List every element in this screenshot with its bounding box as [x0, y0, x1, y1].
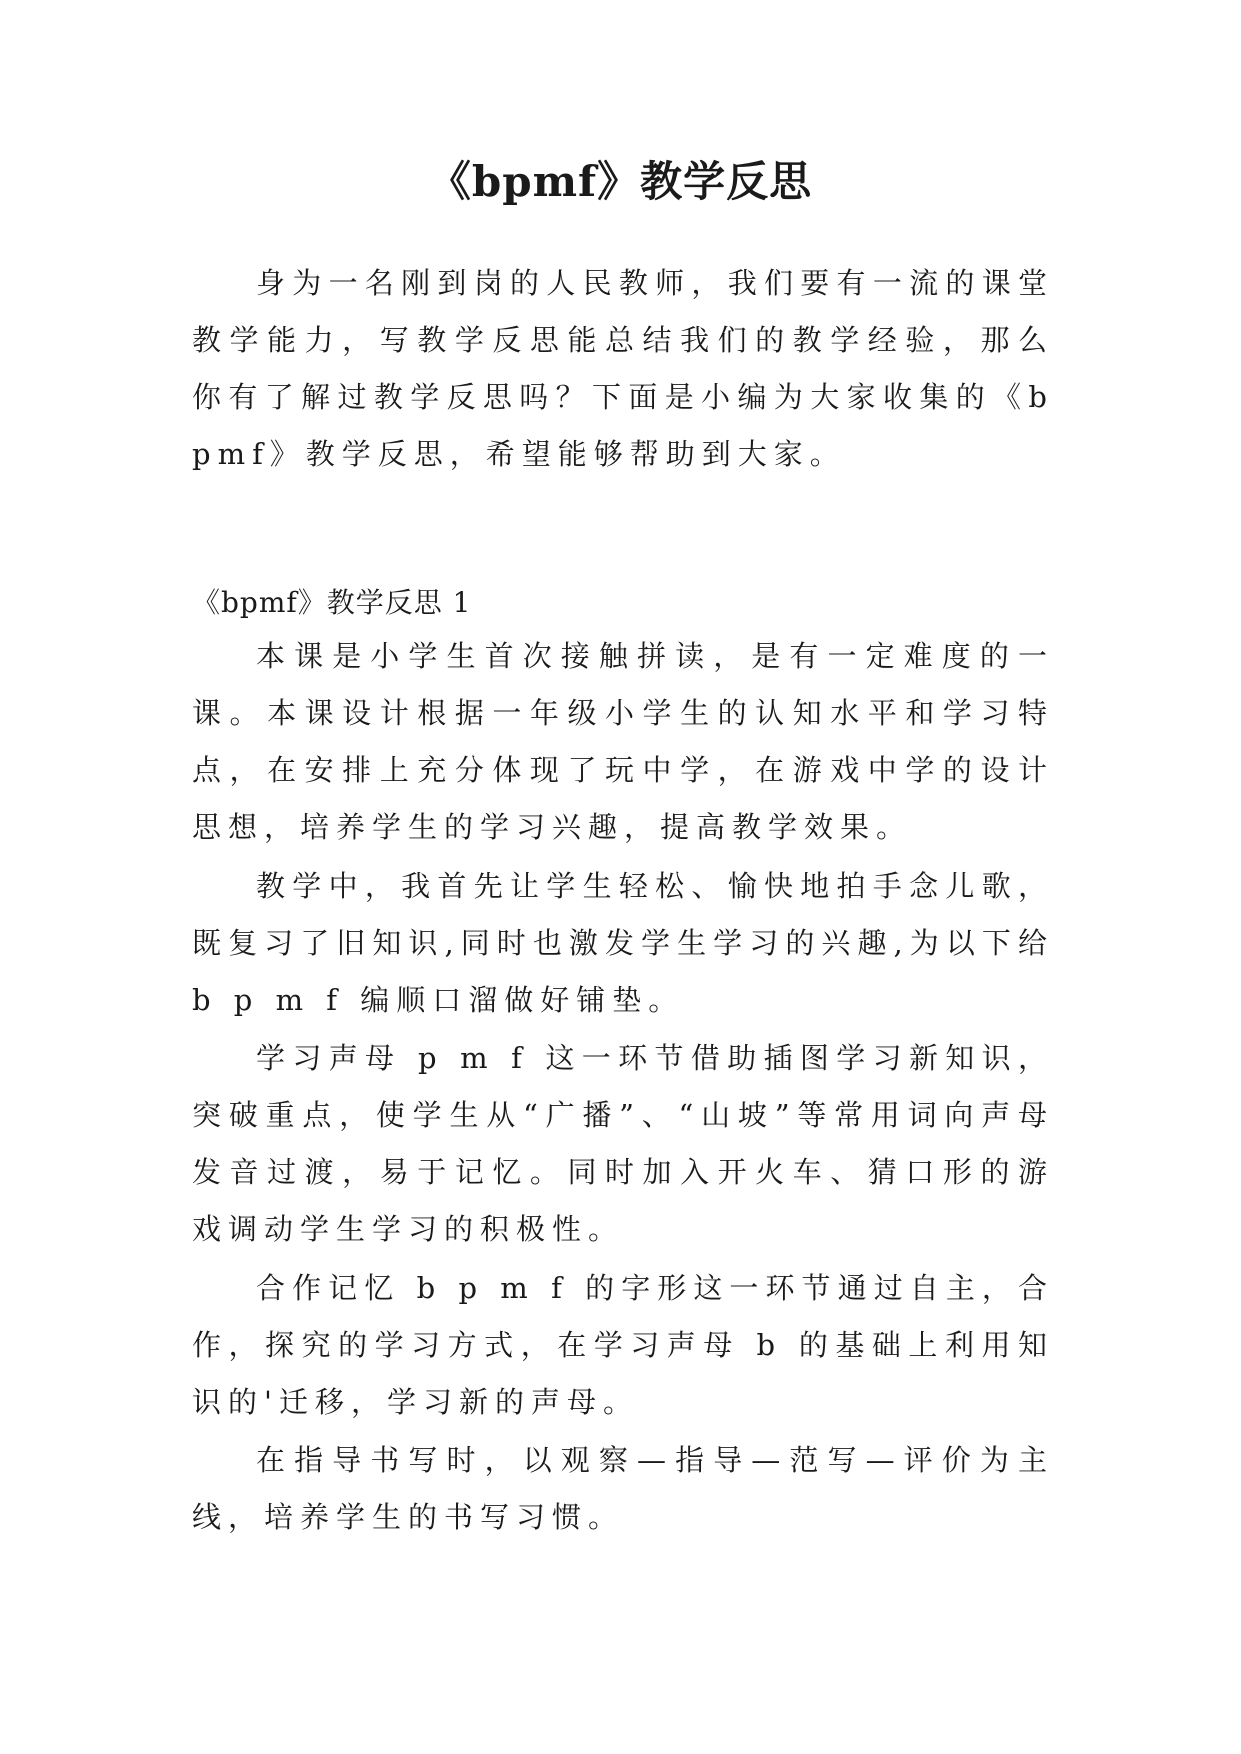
document-title: 《bpmf》教学反思: [428, 157, 813, 206]
intro-paragraph: 身为一名刚到岗的人民教师，我们要有一流的课堂教学能力，写教学反思能总结我们的教学经验，那么你有了解过教学反思吗？下面是小编为大家收集的《bpmf》教学反思，希望能够帮助到大家。: [192, 266, 1054, 471]
body-paragraph-3: 学习声母 p m f 这一环节借助插图学习新知识，突破重点，使学生从“广播”、“山坡”等常用词向声母发音过渡，易于记忆。同时加入开火车、猜口形的游戏调动学生学习的积极性。: [192, 1041, 1054, 1246]
body-paragraph-1: 本课是小学生首次接触拼读，是有一定难度的一课。本课设计根据一年级小学生的认知水平和学习特点，在安排上充分体现了玩中学，在游戏中学的设计思想，培养学生的学习兴趣，提高教学效果。: [192, 639, 1054, 844]
body-paragraph-2: 教学中，我首先让学生轻松、愉快地拍手念儿歌，既复习了旧知识,同时也激发学生学习的兴趣,为以下给 b p m f 编顺口溜做好铺垫。: [192, 869, 1054, 1017]
section-heading: 《bpmf》教学反思 1: [192, 586, 472, 619]
body-paragraph-5: 在指导书写时，以观察—指导—范写—评价为主线，培养学生的书写习惯。: [192, 1443, 1054, 1534]
body-paragraph-4: 合作记忆 b p m f 的字形这一环节通过自主，合作，探究的学习方式，在学习声母 b 的基础上利用知识的'迁移，学习新的声母。: [192, 1271, 1054, 1419]
